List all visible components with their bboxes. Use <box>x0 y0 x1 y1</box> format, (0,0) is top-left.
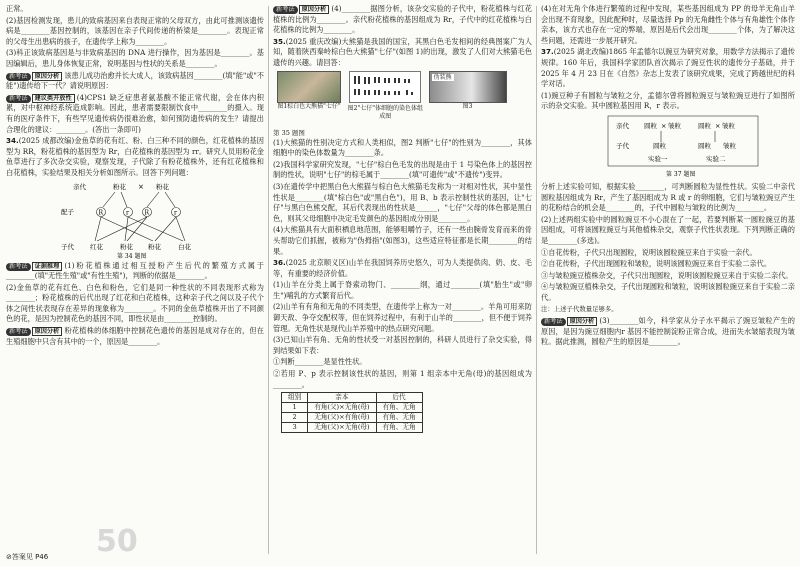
figure-34-cross-diagram <box>35 181 235 259</box>
svg-text:×: × <box>715 121 721 130</box>
text-paragraph: (2)山羊有有角和无角的不同类型，在遗传学上称为一对________。羊角可用来防御天敌、争夺交配权等，但在饲养过程中，有利于山羊的________，但不便于饲养管理。无角性状是现代山羊养殖中的热点研究问题。 <box>273 302 532 333</box>
label-round: 圆粒 <box>653 141 666 150</box>
table-cell: 有角、无角 <box>376 403 422 413</box>
label-child: 子代 <box>616 141 629 150</box>
figure-caption: 第 37 题图 <box>666 170 696 178</box>
text-paragraph: 新考法 原因分析 (4)________据图分析，该杂交实验的子代中，粉花植株与红花植株的比例为________。亲代粉花植株的基因组成为 Rr，子代中的红花植株与白花植株的比例为________。 <box>273 4 532 35</box>
question-number: 36. <box>273 258 286 268</box>
line <box>147 192 159 207</box>
question-number: 34. <box>6 136 19 146</box>
question-type-tag: 证据推理 <box>32 262 63 271</box>
label-pink: 粉花 <box>148 242 161 251</box>
new-method-tag: 新考法 <box>6 328 31 336</box>
text-paragraph: (2)我国科学家研究发现，"七仔"棕白色毛发的出现是由于 1 号染色体上的基因控制的性状，说明"七仔"的棕毛属于________(填"可遗传"或"不遗传")变异。 <box>273 159 532 180</box>
label-pink: 粉花 <box>113 182 126 191</box>
table-cell: 2 <box>282 413 308 423</box>
question-35: 35.(2025 重庆改编)大熊猫是我国的国宝，其黑白色毛发相间的经典图案广为人知，随着陕西秦岭棕白色大熊猫"七仔"(如图 1)的出现，激发了人们对大熊猫毛色遗传的兴趣。请回答： <box>273 36 532 67</box>
question-34: 34.(2025 成都改编)金鱼草的花有红、粉、白三种不同的颜色，红花植株的基因型为 RR，粉花植株的基因型为 Rr，白花植株的基因型为 rr。研究人员用粉花金鱼草进行了多次杂交实验，观察发现，子代除了有粉花植株外，还有红花植株和白花植株，实验结果及相关分析如图所示。回答下列问题： <box>6 136 264 177</box>
label-white: 白花 <box>178 242 191 251</box>
text-paragraph: (3)在遗传学中把黑白色大熊猫与棕白色大熊猫毛发称为一对相对性状，其中显性性状是________(填"棕白色"或"黑白色")，用 B、b 表示控制性状的基因，让"七仔"与黑白色熊交配，其后代表现出的性状是______，"七仔"父母的体色都是黑白色，则其父母细胞中决定毛发颜色的基因组成分别是________。 <box>273 181 532 223</box>
new-method-tag: 新考法 <box>541 318 566 326</box>
question-source: (2025 湖北改编) <box>553 47 609 57</box>
label-wrinkled: 皱粒 <box>722 121 735 130</box>
line <box>103 192 115 207</box>
label-allele: R <box>98 209 104 216</box>
label-allele: r <box>174 209 177 216</box>
table-cell: 有角、无角 <box>376 413 422 423</box>
figure-35-2 <box>345 71 425 121</box>
figure-caption: 图1棕白色大熊猫"七仔" <box>277 102 341 110</box>
question-type-tag: 原因分析 <box>567 317 598 326</box>
question-number: 37. <box>541 47 554 57</box>
label-pink: 粉花 <box>120 242 133 251</box>
text-paragraph: (2)金鱼草的花有红色、白色和粉色，它们是同一种性状的不同表现形式称为________；粉花植株的后代出现了红花和白花植株，这种亲子代之间以及子代个体之间性状表现存在差异的现象称为________。不同的金鱼草植株开出了不同颜色的花，是因为控制花色的基因不同，即性状是由________控制的。 <box>6 282 264 324</box>
option-text: ④与皱粒豌豆植株杂交，子代出现圆粒和皱粒，说明该圆粒豌豆来自于实验二亲代。 <box>541 282 795 302</box>
svg-text:×: × <box>661 121 667 130</box>
label-parent: 亲代 <box>616 121 629 130</box>
table-row <box>282 423 423 433</box>
figure-35-3 <box>428 71 508 111</box>
label-experiment-1: 实验一 <box>648 154 668 163</box>
question-37: 37.(2025 湖北改编)1865 年孟德尔以豌豆为研究对象，用数学方法揭示了遗传规律。160 年后，我国科学家团队首次揭示了豌豆性状的遗传分子基础，并于 2025 年 4 月 23 日在《自然》杂志上发表了该研究成果，完成了跨越世纪的科学对话。 <box>541 47 795 89</box>
figure-35-row <box>275 71 532 129</box>
question-36: 36.(2025 北京顺义区)山羊在我国饲养历史悠久，可为人类提供肉、奶、皮、毛等，有重要的经济价值。 <box>273 258 532 278</box>
question-source: (2025 成都改编) <box>18 136 75 146</box>
figure-caption: 图3 <box>462 102 473 110</box>
table-header-row <box>282 393 423 403</box>
text-paragraph: 新考法 原因分析 (3)________如今，科学家从分子水平揭示了豌豆皱粒产生的原因，是因为豌豆细胞内r 基因不能控制淀粉正常合成，进而失水皱缩表现为皱粒。据此推测，圆粒产生的原因是________。 <box>541 316 795 347</box>
question-type-tag: 建议类开放性 <box>32 94 75 103</box>
question-type-tag: 原因分析 <box>32 327 63 336</box>
option-text: ③与皱粒豌豆植株杂交，子代只出现圆粒，说明该圆粒豌豆来自于实验二亲代。 <box>541 270 793 280</box>
panda-paw-photo <box>429 71 507 103</box>
label-allele: r <box>126 209 129 216</box>
figure-caption: 图2"七仔"体细胞的染色体组成图 <box>347 105 423 120</box>
table-cell: 无角(父)×有角(母) <box>308 413 376 423</box>
text-paragraph: 新考法 原因分析 该患儿成功治愈并长大成人，该致病基因________(填"能"或"不能")遗传给下一代？请说明原因： <box>6 70 264 91</box>
column-left <box>6 4 264 348</box>
label-cross: × <box>138 182 144 191</box>
question-source: (2025 北京顺义区) <box>285 258 349 268</box>
figure-caption: 第 34 题图 <box>117 252 147 259</box>
label-red: 红花 <box>90 242 103 251</box>
column-divider <box>536 6 537 554</box>
table-cell: 有角(父)×无角(母) <box>308 403 376 413</box>
label-round: 圆粒 <box>698 121 711 130</box>
label-experiment-2: 实验二 <box>706 154 726 163</box>
option-text: ②自花传粉，子代出现圆粒和皱粒，说明该圆粒豌豆来自于实验二亲代。 <box>541 259 772 269</box>
label-pink: 粉花 <box>156 182 169 191</box>
new-method-tag: 新考法 <box>6 263 31 271</box>
label-allele: R <box>144 209 150 216</box>
table-cell: 1 <box>282 403 308 413</box>
figure-37-cross-diagram <box>568 114 768 180</box>
table-header: 亲本 <box>308 393 376 403</box>
question-number: 35. <box>273 36 286 46</box>
text-paragraph: 新考法 建议类开放性 (4)CPS1 缺乏症患者氨基酸不能正常代谢，会在体内积累，对中枢神经系统造成影响。因此，患者需要限制饮食中________的摄入。现有的医疗条件下，有些罕见遗传病仍很难治愈，如何预防遗传病的发生？请提出合理化的建议：________。(答出一条即可) <box>6 92 264 134</box>
new-method-tag: 新考法 <box>6 73 31 81</box>
text-paragraph: (3)已知山羊有角、无角的性状受一对基因控制的，科研人员进行了杂交实验，得到结果如下表： <box>273 335 532 355</box>
text-paragraph: (4)在对无角个体进行繁殖的过程中发现，某些基因组成为 PP 的母羊无角山羊会出现不育现象，因此配种时，尽量选择 Pp 的无角雌性个体与有角雄性个体作亲本，该方式也存在一定的弊端，原因是后代会出现________个体，为了解决这些问题，还需进一步展开研究。 <box>541 4 795 45</box>
table-cell: 有角、无角 <box>376 423 422 433</box>
column-right <box>541 4 795 349</box>
column-divider <box>268 6 269 554</box>
label-pseudo-thumb: 伪装熊 <box>433 73 452 81</box>
table-header: 后代 <box>376 393 422 403</box>
answer-reference-footer: ⊘答案见 P46 <box>6 553 49 561</box>
note-text: 注：上述子代数量足够多。 <box>541 305 618 314</box>
column-middle <box>273 4 532 433</box>
question-source: (2025 重庆改编) <box>285 36 342 46</box>
figure-35-1 <box>275 71 343 111</box>
label-gamete: 配子 <box>61 207 74 216</box>
text-paragraph: (3)科正该致病基因是与非致病基因的 DNA 进行操作，因为基因是________。基因编辑后，患儿身体恢复正常，说明基因与性状的关系是________。 <box>6 48 264 68</box>
text-paragraph: ②若用 P、p 表示控制该性状的基因，则第 1 组亲本中无角(母)的基因组成为________。 <box>273 369 532 389</box>
question-type-tag: 原因分析 <box>299 5 330 14</box>
text-paragraph: (2)基因检测发现，患儿的致病基因来自表现正常的父母双方，由此可推测该遗传病是________基因控制的，该基因在亲子代间传递的桥梁是________。表现正常的父母生出患病的孩子，在遗传学上称为________。 <box>6 15 264 46</box>
line <box>121 192 127 207</box>
table-cell: 无角(父)×无角(母) <box>308 423 376 433</box>
panda-photo <box>277 71 341 103</box>
text-paragraph: 正常。 <box>6 4 28 13</box>
option-text: ①自花传粉，子代只出现圆粒，说明该圆粒豌豆来自于实验一亲代。 <box>541 247 757 257</box>
figure-caption: 第 35 题图 <box>273 128 305 137</box>
label-wrinkled: 皱粒 <box>668 121 681 130</box>
new-method-tag: 新考法 <box>6 95 31 103</box>
text-paragraph: 新考法 原因分析 粉花植株的体细胞中控制花色遗传的基因是成对存在的，但在生殖细胞中只含有其中的一个，原因是________。 <box>6 326 264 346</box>
text-paragraph: 新考法 证据推理 (1)粉花植株通过相互授粉产生后代的繁殖方式属于________(填"无性生殖"或"有性生殖")，判断的依据是________。 <box>6 260 264 281</box>
table-cell: 3 <box>282 423 308 433</box>
label-child: 子代 <box>61 242 74 251</box>
line <box>165 192 175 207</box>
new-method-tag: 新考法 <box>273 6 298 14</box>
text-paragraph: 分析上述实验可知，根据实验________，可判断圆粒为显性性状。实验二中亲代圆粒基因组成为 Rr，产生了基因组成为 R 或 r 的卵细胞，它们与皱粒豌豆产生的花粉结合的机会是________的，子代中圆粒与皱粒的比例为________。 <box>541 181 795 213</box>
text-paragraph: (1)大熊猫的性别决定方式和人类相似，图2 判断"七仔"的性别为________，其体细胞中的染色体数量为________条。 <box>273 137 532 158</box>
table-header: 组别 <box>282 393 308 403</box>
label-round: 圆粒 <box>698 141 711 150</box>
page-number-watermark: 50 <box>96 524 138 559</box>
label-wrinkled: 皱粒 <box>723 141 736 150</box>
cross-results-table <box>281 392 423 433</box>
text-paragraph: (4)大熊猫具有大面积栖息地范围，能够咀嚼竹子，还有一些由腕骨发育而来的骨头帮助它们抓握，被称为"伪拇指"(如图3)，这些适应特征都是长期________的结果。 <box>273 225 532 256</box>
text-paragraph: ①判断________是显性性状。 <box>273 357 367 367</box>
table-row <box>282 413 423 423</box>
text-paragraph: (1)豌豆种子有圆粒与皱粒之分，孟德尔曾将圆粒豌豆与皱粒豌豆进行了如图所示的杂交实验。其中圆粒基因用 R，r 表示。 <box>541 90 795 111</box>
text-paragraph: (1)山羊在分类上属于脊索动物门、________纲，通过________(填"胎生"或"卵生")哺乳的方式繁育后代。 <box>273 280 532 300</box>
label-round: 圆粒 <box>644 121 657 130</box>
table-row <box>282 403 423 413</box>
label-parent: 亲代 <box>73 182 86 191</box>
question-type-tag: 原因分析 <box>32 72 63 81</box>
text-paragraph: (2)上述两组实验中的圆粒豌豆不小心混在了一起，若要判断某一圆粒豌豆的基因组成，可将该圆粒豌豆与其他植株杂交，观察子代性状表现。下列判断正确的是________(多选)。 <box>541 214 795 245</box>
karyotype-image <box>349 71 421 103</box>
